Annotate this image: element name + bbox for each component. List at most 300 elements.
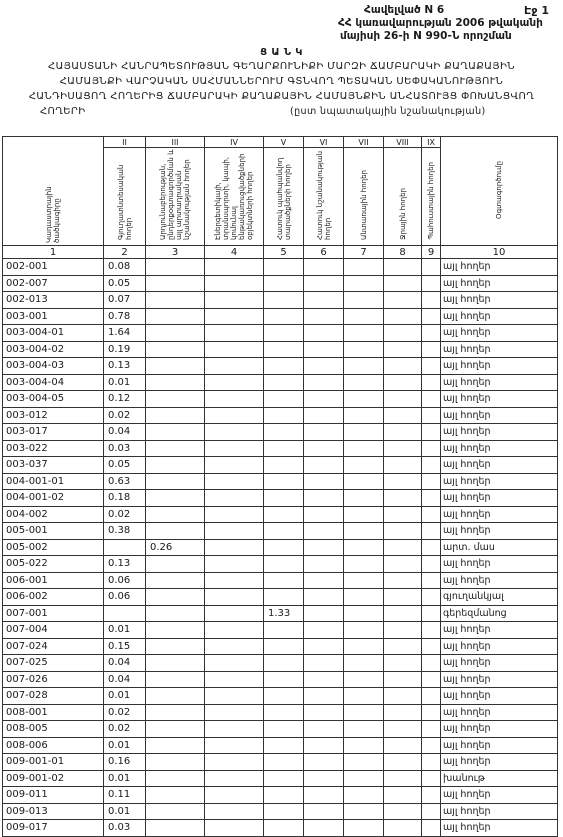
- col-header-9: Պահուստային հողեր: [422, 148, 441, 246]
- energy-land-cell: [205, 803, 264, 820]
- forest-land-cell: [344, 523, 384, 540]
- energy-land-cell: [205, 391, 264, 408]
- protected-land-cell: [264, 820, 304, 837]
- energy-land-cell: [205, 473, 264, 490]
- table-row: [3, 688, 558, 705]
- cadastral-code-cell: 006-001: [3, 572, 104, 589]
- forest-land-cell: [344, 754, 384, 771]
- table-row: [3, 407, 558, 424]
- energy-land-cell: [205, 539, 264, 556]
- agricultural-land-cell: 0.13: [104, 358, 146, 375]
- industrial-land-cell: [146, 523, 205, 540]
- agricultural-land-cell: 0.16: [104, 754, 146, 771]
- energy-land-cell: [205, 292, 264, 309]
- industrial-land-cell: [146, 737, 205, 754]
- cadastral-code-cell: 007-026: [3, 671, 104, 688]
- industrial-land-cell: [146, 787, 205, 804]
- cadastral-code-cell: 004-002: [3, 506, 104, 523]
- energy-land-cell: [205, 374, 264, 391]
- forest-land-cell: [344, 391, 384, 408]
- special-land-cell: [304, 605, 344, 622]
- table-row: [3, 341, 558, 358]
- protected-land-cell: [264, 721, 304, 738]
- industrial-land-cell: [146, 721, 205, 738]
- agricultural-land-cell: 0.04: [104, 655, 146, 672]
- cadastral-code-cell: 009-001-02: [3, 770, 104, 787]
- cadastral-code-cell: 008-001: [3, 704, 104, 721]
- special-land-cell: [304, 803, 344, 820]
- industrial-land-cell: [146, 440, 205, 457]
- doc-title: Ց Ա Ն Կ: [260, 47, 303, 58]
- forest-land-cell: [344, 407, 384, 424]
- roman-6: VI: [304, 137, 344, 148]
- table-row: [3, 787, 558, 804]
- agricultural-land-cell: 0.01: [104, 622, 146, 639]
- industrial-land-cell: [146, 308, 205, 325]
- table-row: [3, 440, 558, 457]
- col-header-5: Հատուկ պահպանվող տարածքների հողեր: [264, 148, 304, 246]
- energy-land-cell: [205, 523, 264, 540]
- forest-land-cell: [344, 275, 384, 292]
- table-row: [3, 457, 558, 474]
- agricultural-land-cell: 0.02: [104, 407, 146, 424]
- reserve-land-cell: [422, 704, 441, 721]
- cadastral-code-cell: 002-013: [3, 292, 104, 309]
- table-row: [3, 539, 558, 556]
- energy-land-cell: [205, 605, 264, 622]
- forest-land-cell: [344, 671, 384, 688]
- col-header-4: Էներգետիկայի, տրանսպորտի, կապի, կոմունալ ենթակառուցվածքների օբյեկտների հողեր: [205, 148, 264, 246]
- protected-land-cell: [264, 457, 304, 474]
- col-number: 3: [146, 246, 205, 259]
- reserve-land-cell: [422, 457, 441, 474]
- table-row: [3, 754, 558, 771]
- agricultural-land-cell: 0.01: [104, 803, 146, 820]
- table-row: [3, 589, 558, 606]
- industrial-land-cell: [146, 704, 205, 721]
- cadastral-code-cell: 007-004: [3, 622, 104, 639]
- energy-land-cell: [205, 737, 264, 754]
- protected-land-cell: [264, 803, 304, 820]
- table-row: [3, 770, 558, 787]
- table-row: [3, 803, 558, 820]
- forest-land-cell: [344, 358, 384, 375]
- industrial-land-cell: [146, 473, 205, 490]
- table-row: [3, 374, 558, 391]
- cadastral-code-cell: 006-002: [3, 589, 104, 606]
- agricultural-land-cell: 0.12: [104, 391, 146, 408]
- land-use-cell: այլ հողեր: [441, 506, 558, 523]
- reserve-land-cell: [422, 589, 441, 606]
- table-row: [3, 275, 558, 292]
- energy-land-cell: [205, 622, 264, 639]
- special-land-cell: [304, 770, 344, 787]
- roman-4: IV: [205, 137, 264, 148]
- protected-land-cell: [264, 638, 304, 655]
- industrial-land-cell: [146, 671, 205, 688]
- forest-land-cell: [344, 704, 384, 721]
- protected-land-cell: [264, 424, 304, 441]
- industrial-land-cell: [146, 820, 205, 837]
- land-use-cell: այլ հողեր: [441, 325, 558, 342]
- water-land-cell: [384, 325, 422, 342]
- industrial-land-cell: [146, 572, 205, 589]
- land-use-cell: այլ հողեր: [441, 473, 558, 490]
- reserve-land-cell: [422, 490, 441, 507]
- col-number: 9: [422, 246, 441, 259]
- special-land-cell: [304, 391, 344, 408]
- agricultural-land-cell: 0.05: [104, 457, 146, 474]
- reserve-land-cell: [422, 721, 441, 738]
- table-row: [3, 737, 558, 754]
- col-header-1: Կադաստրային ծածկագիրը: [3, 137, 104, 246]
- water-land-cell: [384, 688, 422, 705]
- table-row: [3, 721, 558, 738]
- col-number: 2: [104, 246, 146, 259]
- energy-land-cell: [205, 457, 264, 474]
- special-land-cell: [304, 325, 344, 342]
- roman-3: III: [146, 137, 205, 148]
- water-land-cell: [384, 770, 422, 787]
- agricultural-land-cell: 0.04: [104, 424, 146, 441]
- special-land-cell: [304, 737, 344, 754]
- protected-land-cell: [264, 622, 304, 639]
- table-row: [3, 820, 558, 837]
- energy-land-cell: [205, 341, 264, 358]
- table-row: [3, 325, 558, 342]
- cadastral-code-cell: 003-001: [3, 308, 104, 325]
- special-land-cell: [304, 259, 344, 276]
- forest-land-cell: [344, 556, 384, 573]
- agricultural-land-cell: [104, 539, 146, 556]
- forest-land-cell: [344, 490, 384, 507]
- roman-row: [3, 137, 558, 148]
- reserve-land-cell: [422, 325, 441, 342]
- agricultural-land-cell: 0.18: [104, 490, 146, 507]
- roman-8: VIII: [384, 137, 422, 148]
- roman-7: VII: [344, 137, 384, 148]
- protected-land-cell: [264, 506, 304, 523]
- cadastral-code-cell: 004-001-02: [3, 490, 104, 507]
- special-land-cell: [304, 754, 344, 771]
- col-header-3: Արդյունաբերության, ընդերքօգտագործման և այլ արտադրական նշանակության հողեր: [146, 148, 205, 246]
- land-use-cell: այլ հողեր: [441, 655, 558, 672]
- forest-land-cell: [344, 424, 384, 441]
- forest-land-cell: [344, 721, 384, 738]
- special-land-cell: [304, 506, 344, 523]
- forest-land-cell: [344, 820, 384, 837]
- energy-land-cell: [205, 325, 264, 342]
- industrial-land-cell: [146, 622, 205, 639]
- cadastral-code-cell: 004-001-01: [3, 473, 104, 490]
- water-land-cell: [384, 292, 422, 309]
- water-land-cell: [384, 539, 422, 556]
- special-land-cell: [304, 704, 344, 721]
- water-land-cell: [384, 572, 422, 589]
- protected-land-cell: [264, 572, 304, 589]
- industrial-land-cell: [146, 490, 205, 507]
- special-land-cell: [304, 638, 344, 655]
- forest-land-cell: [344, 292, 384, 309]
- col-number: 10: [441, 246, 558, 259]
- title-line-2: ՀԱՅԱՍՏԱՆԻ ՀԱՆՐԱՊԵՏՈՒԹՅԱՆ ԳԵՂԱՐՔՈՒՆԻՔԻ ՄԱՐԶԻ ՃԱՄԲԱՐԱԿԻ ՔԱՂԱՔԱՅԻՆ: [48, 61, 515, 72]
- forest-land-cell: [344, 457, 384, 474]
- protected-land-cell: [264, 341, 304, 358]
- special-land-cell: [304, 572, 344, 589]
- water-land-cell: [384, 275, 422, 292]
- water-land-cell: [384, 308, 422, 325]
- special-land-cell: [304, 440, 344, 457]
- reserve-land-cell: [422, 671, 441, 688]
- reserve-land-cell: [422, 341, 441, 358]
- special-land-cell: [304, 523, 344, 540]
- appendix-label: Հավելված N 6: [364, 4, 445, 16]
- agricultural-land-cell: 0.08: [104, 259, 146, 276]
- water-land-cell: [384, 754, 422, 771]
- industrial-land-cell: [146, 407, 205, 424]
- table-row: [3, 308, 558, 325]
- forest-land-cell: [344, 539, 384, 556]
- industrial-land-cell: [146, 358, 205, 375]
- special-land-cell: [304, 556, 344, 573]
- protected-land-cell: [264, 490, 304, 507]
- protected-land-cell: [264, 374, 304, 391]
- reserve-land-cell: [422, 622, 441, 639]
- protected-land-cell: [264, 671, 304, 688]
- protected-land-cell: [264, 308, 304, 325]
- col-number: 7: [344, 246, 384, 259]
- table-row: [3, 424, 558, 441]
- agricultural-land-cell: 0.05: [104, 275, 146, 292]
- water-land-cell: [384, 407, 422, 424]
- reserve-land-cell: [422, 803, 441, 820]
- forest-land-cell: [344, 770, 384, 787]
- protected-land-cell: [264, 325, 304, 342]
- col-header-6: Հատուկ նշանակության հողեր: [304, 148, 344, 246]
- agricultural-land-cell: 0.11: [104, 787, 146, 804]
- special-land-cell: [304, 820, 344, 837]
- protected-land-cell: [264, 407, 304, 424]
- protected-land-cell: [264, 391, 304, 408]
- cadastral-code-cell: 005-002: [3, 539, 104, 556]
- table-row: [3, 259, 558, 276]
- land-use-cell: այլ հողեր: [441, 556, 558, 573]
- special-land-cell: [304, 539, 344, 556]
- water-land-cell: [384, 341, 422, 358]
- forest-land-cell: [344, 325, 384, 342]
- land-use-cell: գերեզմանոց: [441, 605, 558, 622]
- land-use-cell: գյուղանկյալ: [441, 589, 558, 606]
- reserve-land-cell: [422, 440, 441, 457]
- land-use-cell: այլ հողեր: [441, 391, 558, 408]
- protected-land-cell: [264, 440, 304, 457]
- land-table: [2, 136, 558, 837]
- cadastral-code-cell: 005-022: [3, 556, 104, 573]
- cadastral-code-cell: 002-007: [3, 275, 104, 292]
- table-row: [3, 506, 558, 523]
- agricultural-land-cell: [104, 605, 146, 622]
- reserve-land-cell: [422, 688, 441, 705]
- title-line-5: ՀՈՂԵՐԻ: [40, 106, 86, 117]
- reserve-land-cell: [422, 473, 441, 490]
- forest-land-cell: [344, 341, 384, 358]
- cadastral-code-cell: 008-006: [3, 737, 104, 754]
- reserve-land-cell: [422, 820, 441, 837]
- table-row: [3, 605, 558, 622]
- cadastral-code-cell: 003-004-02: [3, 341, 104, 358]
- reserve-land-cell: [422, 556, 441, 573]
- land-use-cell: այլ հողեր: [441, 572, 558, 589]
- protected-land-cell: [264, 358, 304, 375]
- forest-land-cell: [344, 605, 384, 622]
- forest-land-cell: [344, 803, 384, 820]
- water-land-cell: [384, 391, 422, 408]
- agricultural-land-cell: 0.02: [104, 721, 146, 738]
- water-land-cell: [384, 457, 422, 474]
- table-row: [3, 391, 558, 408]
- protected-land-cell: [264, 473, 304, 490]
- water-land-cell: [384, 820, 422, 837]
- special-land-cell: [304, 292, 344, 309]
- land-use-cell: այլ հողեր: [441, 721, 558, 738]
- cadastral-code-cell: 007-024: [3, 638, 104, 655]
- land-use-cell: այլ հողեր: [441, 688, 558, 705]
- land-use-cell: այլ հողեր: [441, 424, 558, 441]
- land-use-cell: այլ հողեր: [441, 259, 558, 276]
- land-use-cell: այլ հողեր: [441, 638, 558, 655]
- forest-land-cell: [344, 308, 384, 325]
- land-use-cell: այլ հողեր: [441, 787, 558, 804]
- reserve-land-cell: [422, 787, 441, 804]
- title-note: (ըստ նպատակային նշանակության): [290, 106, 486, 117]
- table-row: [3, 638, 558, 655]
- column-number-row: [3, 246, 558, 259]
- cadastral-code-cell: 009-011: [3, 787, 104, 804]
- protected-land-cell: [264, 523, 304, 540]
- decision-reference: ՀՀ կառավարության 2006 թվականի: [338, 17, 543, 29]
- water-land-cell: [384, 506, 422, 523]
- energy-land-cell: [205, 787, 264, 804]
- protected-land-cell: [264, 539, 304, 556]
- forest-land-cell: [344, 473, 384, 490]
- industrial-land-cell: [146, 506, 205, 523]
- energy-land-cell: [205, 754, 264, 771]
- cadastral-code-cell: 003-012: [3, 407, 104, 424]
- reserve-land-cell: [422, 391, 441, 408]
- reserve-land-cell: [422, 655, 441, 672]
- title-line-4: ՀԱՆԴԻՍԱՑՈՂ ՀՈՂԵՐԻՑ ՃԱՄԲԱՐԱԿԻ ՔԱՂԱՔԱՅԻՆ ՀԱՄԱՅՆՔԻՆ ԱՆՀԱՏՈՒՅՑ ՓՈԽԱՆՑՎՈՂ: [28, 91, 535, 102]
- energy-land-cell: [205, 259, 264, 276]
- special-land-cell: [304, 358, 344, 375]
- col-number: 8: [384, 246, 422, 259]
- water-land-cell: [384, 803, 422, 820]
- land-use-cell: այլ հողեր: [441, 374, 558, 391]
- table-row: [3, 292, 558, 309]
- protected-land-cell: [264, 292, 304, 309]
- protected-land-cell: [264, 704, 304, 721]
- agricultural-land-cell: 0.01: [104, 374, 146, 391]
- water-land-cell: [384, 473, 422, 490]
- industrial-land-cell: 0.26: [146, 539, 205, 556]
- cadastral-code-cell: 007-028: [3, 688, 104, 705]
- col-number: 6: [304, 246, 344, 259]
- agricultural-land-cell: 0.06: [104, 589, 146, 606]
- industrial-land-cell: [146, 770, 205, 787]
- land-use-cell: այլ հողեր: [441, 308, 558, 325]
- protected-land-cell: 1.33: [264, 605, 304, 622]
- protected-land-cell: [264, 787, 304, 804]
- cadastral-code-cell: 002-001: [3, 259, 104, 276]
- water-land-cell: [384, 490, 422, 507]
- agricultural-land-cell: 0.01: [104, 737, 146, 754]
- table-row: [3, 473, 558, 490]
- special-land-cell: [304, 424, 344, 441]
- water-land-cell: [384, 655, 422, 672]
- industrial-land-cell: [146, 457, 205, 474]
- reserve-land-cell: [422, 308, 441, 325]
- cadastral-code-cell: 005-001: [3, 523, 104, 540]
- cadastral-code-cell: 003-004-03: [3, 358, 104, 375]
- land-use-cell: այլ հողեր: [441, 457, 558, 474]
- agricultural-land-cell: 0.15: [104, 638, 146, 655]
- reserve-land-cell: [422, 407, 441, 424]
- energy-land-cell: [205, 589, 264, 606]
- protected-land-cell: [264, 688, 304, 705]
- protected-land-cell: [264, 589, 304, 606]
- energy-land-cell: [205, 572, 264, 589]
- energy-land-cell: [205, 308, 264, 325]
- energy-land-cell: [205, 556, 264, 573]
- water-land-cell: [384, 523, 422, 540]
- forest-land-cell: [344, 506, 384, 523]
- protected-land-cell: [264, 275, 304, 292]
- industrial-land-cell: [146, 259, 205, 276]
- land-use-cell: այլ հողեր: [441, 622, 558, 639]
- agricultural-land-cell: 0.63: [104, 473, 146, 490]
- energy-land-cell: [205, 440, 264, 457]
- industrial-land-cell: [146, 605, 205, 622]
- protected-land-cell: [264, 770, 304, 787]
- reserve-land-cell: [422, 424, 441, 441]
- land-use-cell: այլ հողեր: [441, 671, 558, 688]
- col-header-8: Ջրային հողեր: [384, 148, 422, 246]
- water-land-cell: [384, 259, 422, 276]
- energy-land-cell: [205, 655, 264, 672]
- cadastral-code-cell: 003-004-04: [3, 374, 104, 391]
- energy-land-cell: [205, 770, 264, 787]
- industrial-land-cell: [146, 655, 205, 672]
- reserve-land-cell: [422, 737, 441, 754]
- cadastral-code-cell: 009-013: [3, 803, 104, 820]
- land-use-cell: այլ հողեր: [441, 737, 558, 754]
- special-land-cell: [304, 473, 344, 490]
- energy-land-cell: [205, 638, 264, 655]
- table-row: [3, 671, 558, 688]
- energy-land-cell: [205, 721, 264, 738]
- special-land-cell: [304, 721, 344, 738]
- agricultural-land-cell: 0.02: [104, 506, 146, 523]
- cadastral-code-cell: 007-025: [3, 655, 104, 672]
- roman-2: II: [104, 137, 146, 148]
- agricultural-land-cell: 0.07: [104, 292, 146, 309]
- forest-land-cell: [344, 589, 384, 606]
- land-use-cell: այլ հողեր: [441, 275, 558, 292]
- water-land-cell: [384, 737, 422, 754]
- special-land-cell: [304, 622, 344, 639]
- water-land-cell: [384, 440, 422, 457]
- table-row: [3, 358, 558, 375]
- table-row: [3, 622, 558, 639]
